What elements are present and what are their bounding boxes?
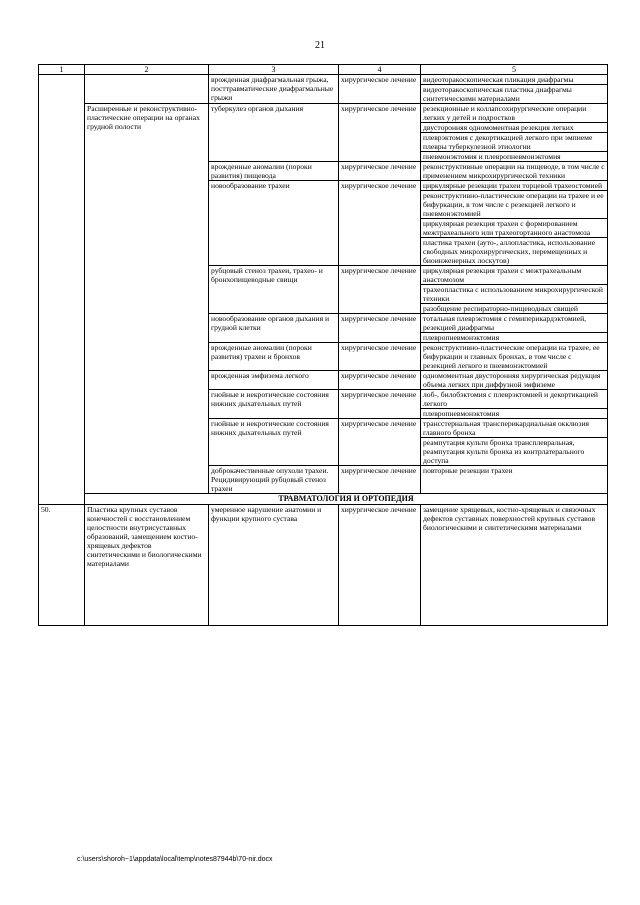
table-row	[39, 104, 608, 162]
treatment-type-cell: хирургическое лечение	[339, 371, 421, 390]
method-item: реконструктивно-пластические операции на трахее, ее бифуркации и главных бронхах, в том числе с резекцией легкого и пневмонэктомией	[423, 343, 600, 370]
method-item: замещение хрящевых, костно-хрящевых и связочных дефектов суставных поверхностей крупных суставов биологическими и синтетическими материалами	[423, 505, 596, 532]
diagnosis-cell: врожденная диафрагмальная грыжа, посттравматические диафрагмальные грыжи	[209, 75, 339, 104]
method-item: реконструктивные операции на пищеводе, в том числе с применением микрохирургической техники	[423, 162, 605, 180]
methods-cell	[421, 419, 608, 466]
methods-cell	[421, 505, 608, 626]
treatment-type-cell: хирургическое лечение	[339, 162, 421, 181]
procedure-name-cell: Пластика крупных суставов конечностей с восстановлением целостности внутрисуставных образований, замещением костно-хрящевых дефектов синтетическими и биологическими материалами	[85, 505, 209, 626]
treatment-type-cell: хирургическое лечение	[339, 505, 421, 626]
table-row	[39, 505, 608, 626]
methods-cell	[421, 162, 608, 181]
method-item: резекционные и коллапсохирургические операции легких у детей и подростков	[421, 104, 607, 123]
method-item: пневмонэктомия и плевропневмонэктомия	[423, 152, 561, 161]
treatment-type-cell: хирургическое лечение	[339, 104, 421, 162]
methods-cell	[421, 343, 608, 371]
method-item: циркулярные резекции трахеи торцевой трахеостомией	[421, 181, 607, 191]
method-item: пластика трахеи (ауто-, аллопластика, использование свободных микрохирургических, перемещенных и биоинженерных лоскутов)	[423, 238, 596, 265]
diagnosis-cell: доброкачественные опухоли трахеи. Рецидивирующий рубцовый стеноз трахеи	[209, 466, 339, 494]
method-item: трахеопластика с использованием микрохирургической техники	[421, 285, 607, 304]
method-item: разобщение респираторно-пищеводных свищей	[423, 304, 578, 313]
method-item: плевропневмонэктомия	[423, 409, 500, 418]
methods-cell	[421, 104, 608, 162]
column-header: 4	[339, 65, 421, 75]
diagnosis-cell: рубцовый стеноз трахеи, трахео- и бронхопищеводные свищи	[209, 266, 339, 314]
method-item: циркулярная резекция трахеи с формированием межтрахеального или трахеогортанного анастомоза	[421, 219, 607, 238]
treatment-type-cell: хирургическое лечение	[339, 390, 421, 419]
method-item: одномоментная двусторонняя хирургическая редукция объема легких при диффузной эмфиземе	[423, 371, 601, 389]
method-item: тотальная плеврэктомия с гемиперикардэктомией, резекцией диафрагмы	[421, 314, 607, 333]
method-item: лоб-, билобэктомия с плеврэктомией и декортикацией легкого	[421, 390, 607, 409]
treatment-type-cell: хирургическое лечение	[339, 466, 421, 494]
diagnosis-cell: новообразование трахеи	[209, 181, 339, 266]
treatment-type-cell: хирургическое лечение	[339, 75, 421, 104]
file-path-footer: c:\users\shoroh~1\appdata\local\temp\notes87944b\70-nir.docx	[77, 856, 273, 863]
method-item: повторные резекции трахеи	[423, 466, 513, 475]
column-header: 1	[39, 65, 85, 75]
section-title: ТРАВМАТОЛОГИЯ И ОРТОПЕДИЯ	[85, 494, 608, 505]
row-number-cell: 50.	[39, 505, 85, 626]
methods-cell	[421, 371, 608, 390]
methods-cell	[421, 75, 608, 104]
diagnosis-cell: врожденные аномалии (пороки развития) трахеи и бронхов	[209, 343, 339, 371]
methods-cell	[421, 181, 608, 266]
treatment-type-cell: хирургическое лечение	[339, 343, 421, 371]
column-number-row	[39, 65, 608, 75]
column-header: 5	[421, 65, 608, 75]
diagnosis-cell: гнойные и некротические состояния нижних дыхательных путей	[209, 419, 339, 466]
group-label-cell: Расширенные и реконструктивно-пластические операции на органах грудной полости	[85, 104, 209, 494]
diagnosis-cell: новообразование органов дыхания и грудной клетки	[209, 314, 339, 343]
method-item: трансстернальная трансперикардиальная окклюзия главного бронха	[421, 419, 607, 438]
method-item: видеоторакоскопическая пликация диафрагмы	[421, 75, 607, 85]
table-row	[39, 75, 608, 104]
methods-cell	[421, 266, 608, 314]
procedures-table	[38, 64, 608, 626]
methods-cell	[421, 390, 608, 419]
method-item: реампутация культи бронха трансплевральная, реампутация культи бронха из контрлатерального доступа	[423, 438, 585, 465]
method-item: плевропневмонэктомия	[423, 333, 500, 342]
methods-cell	[421, 466, 608, 494]
method-item: циркулярная резекция трахеи с межтрахеальным анастомозом	[421, 266, 607, 285]
treatment-type-cell: хирургическое лечение	[339, 181, 421, 266]
diagnosis-cell: умеренное нарушение анатомии и функции крупного сустава	[209, 505, 339, 626]
diagnosis-cell: врожденная эмфизема легкого	[209, 371, 339, 390]
method-item: видеоторакоскопическая пластика диафрагмы синтетическими материалами	[423, 85, 572, 103]
column-header: 2	[85, 65, 209, 75]
method-item: двусторонняя одномоментная резекция легких	[421, 123, 607, 133]
treatment-type-cell: хирургическое лечение	[339, 419, 421, 466]
empty-group-cell	[85, 75, 209, 104]
treatment-type-cell: хирургическое лечение	[339, 314, 421, 343]
column-header: 3	[209, 65, 339, 75]
treatment-type-cell: хирургическое лечение	[339, 266, 421, 314]
method-item: плеврэктомия с декортикацией легкого при эмпиеме плевры туберкулезной этиологии	[421, 133, 607, 152]
empty-number-cell	[39, 75, 85, 505]
diagnosis-cell: гнойные и некротические состояния нижних дыхательных путей	[209, 390, 339, 419]
diagnosis-cell: туберкулез органов дыхания	[209, 104, 339, 162]
page-number: 21	[315, 40, 325, 51]
diagnosis-cell: врожденные аномалии (пороки развития) пищевода	[209, 162, 339, 181]
methods-cell	[421, 314, 608, 343]
section-heading-row	[39, 494, 608, 505]
method-item: реконструктивно-пластические операции на трахее и ее бифуркации, в том числе с резекцией легкого и пневмонэктомией	[421, 191, 607, 219]
